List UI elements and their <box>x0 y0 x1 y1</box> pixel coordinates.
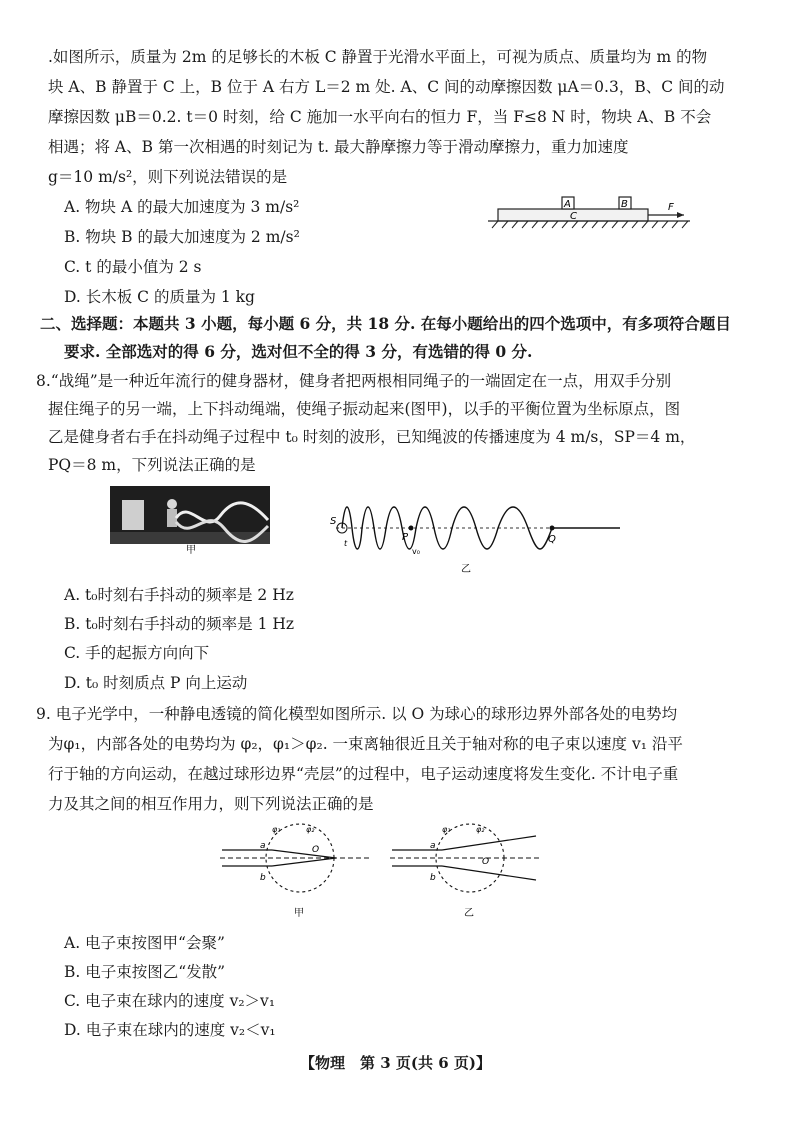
q7-option-b: B. 物块 B 的最大加速度为 2 m/s² <box>64 228 300 246</box>
q8-line-1: 8.“战绳”是一种近年流行的健身器材，健身者把两根相同绳子的一端固定在一点，用双手分别 <box>36 372 672 390</box>
q7-line-5: g＝10 m/s²，则下列说法错误的是 <box>48 168 288 186</box>
wave-figure <box>316 496 626 576</box>
q7-line-1: .如图所示，质量为 2m 的足够长的木板 C 静置于光滑水平面上，可视为质点、质量均为 m 的物 <box>48 48 708 66</box>
q8-option-d: D. t₀ 时刻质点 P 向上运动 <box>64 674 248 692</box>
q7-option-c: C. t 的最小值为 2 s <box>64 258 202 276</box>
photo-person-head <box>167 499 177 509</box>
phi2-label-yi: φ₂ <box>476 825 485 834</box>
beam-upper-out-yi <box>442 836 536 850</box>
beam-upper-out-jia <box>272 850 336 858</box>
q9-option-d: D. 电子束在球内的速度 v₂＜v₁ <box>64 1021 276 1039</box>
q8-line-2: 握住绳子的另一端，上下抖动绳端，使绳子振动起来(图甲)，以手的平衡位置为坐标原点，图 <box>48 400 681 418</box>
force-arrowhead <box>677 212 684 218</box>
photo-equipment <box>122 500 144 530</box>
q8-line-3: 乙是健身者右手在抖动绳子过程中 t₀ 时刻的波形，已知绳波的传播速度为 4 m/s，SP＝4 m， <box>48 428 696 446</box>
phi1-label-yi: φ₁ <box>442 825 451 834</box>
q7-line-2: 块 A、B 静置于 C 上，B 位于 A 右方 L＝2 m 处. A、C 间的动摩擦因数 μA＝0.3，B、C 间的动 <box>48 78 725 96</box>
section-2-header-1: 二、选择题：本题共 3 小题，每小题 6 分，共 18 分. 在每小题给出的四个选项中，有多项符合题目 <box>40 314 731 333</box>
caption-yi-q8: 乙 <box>461 564 471 575</box>
point-a-label-yi: a <box>430 841 436 851</box>
beam-lower-out-yi <box>442 866 536 880</box>
q9-line-2: 为φ₁，内部各处的电势均为 φ₂，φ₁＞φ₂. 一束离轴很近且关于轴对称的电子束以速度 v₁ 沿平 <box>48 735 683 753</box>
page-footer: 【物理 第 3 页(共 6 页)】 <box>300 1054 491 1072</box>
phi2-label-jia: φ₂ <box>306 825 315 834</box>
lens-figure-yi <box>386 820 546 920</box>
point-q-label: Q <box>548 534 556 545</box>
point-a-label-jia: a <box>260 841 266 851</box>
caption-jia-q9: 甲 <box>294 908 304 919</box>
q9-line-3: 行于轴的方向运动，在越过球形边界“壳层”的过程中，电子运动速度将发生变化. 不计电子重 <box>48 765 679 783</box>
point-b-label-yi: b <box>430 873 436 883</box>
battle-rope-photo <box>110 486 270 554</box>
time-label: t <box>344 539 348 548</box>
q9-line-1: 9. 电子光学中，一种静电透镜的简化模型如图所示. 以 O 为球心的球形边界外部各处的电势均 <box>36 705 678 723</box>
q8-line-4: PQ＝8 m，下列说法正确的是 <box>48 456 256 474</box>
q8-option-a: A. t₀时刻右手抖动的频率是 2 Hz <box>64 586 294 604</box>
q8-option-c: C. 手的起振方向向下 <box>64 644 210 662</box>
center-o-label-yi: O <box>482 857 490 867</box>
phi1-label-jia: φ₁ <box>272 825 281 834</box>
point-p <box>409 526 414 531</box>
center-o-label-jia: O <box>312 845 320 855</box>
board-c-label: C <box>570 211 577 222</box>
q7-line-3: 摩擦因数 μB＝0.2. t＝0 时刻，给 C 施加一水平向右的恒力 F，当 F≤8 N 时，物块 A、B 不会 <box>48 108 712 126</box>
q7-option-d: D. 长木板 C 的质量为 1 kg <box>64 288 255 306</box>
q9-option-c: C. 电子束在球内的速度 v₂＞v₁ <box>64 992 276 1010</box>
beam-lower-out-jia <box>272 858 336 866</box>
q9-option-a: A. 电子束按图甲“会聚” <box>64 934 225 952</box>
q9-option-b: B. 电子束按图乙“发散” <box>64 963 226 981</box>
point-p-label: P <box>402 532 409 543</box>
point-b-label-jia: b <box>260 873 266 883</box>
velocity-label: v₀ <box>412 547 420 556</box>
force-label: F <box>668 202 674 213</box>
q7-option-a: A. 物块 A 的最大加速度为 3 m/s² <box>64 198 300 216</box>
point-s-label: S <box>330 516 337 527</box>
lens-figure-jia <box>216 820 376 920</box>
q8-option-b: B. t₀时刻右手抖动的频率是 1 Hz <box>64 615 295 633</box>
board-blocks-figure <box>484 186 694 234</box>
caption-jia-q8: 甲 <box>186 545 196 554</box>
ground-hatch <box>492 221 688 228</box>
caption-yi-q9: 乙 <box>464 908 474 919</box>
section-2-header-2: 要求. 全部选对的得 6 分，选对但不全的得 3 分，有选错的得 0 分. <box>64 342 533 361</box>
q9-line-4: 力及其之间的相互作用力，则下列说法正确的是 <box>48 795 374 813</box>
photo-person-body <box>167 509 177 527</box>
block-a-label: A <box>564 199 571 210</box>
q7-line-4: 相遇；将 A、B 第一次相遇的时刻记为 t. 最大静摩擦力等于滑动摩擦力，重力加速度 <box>48 138 629 156</box>
block-b-label: B <box>621 199 628 210</box>
point-q <box>550 526 555 531</box>
